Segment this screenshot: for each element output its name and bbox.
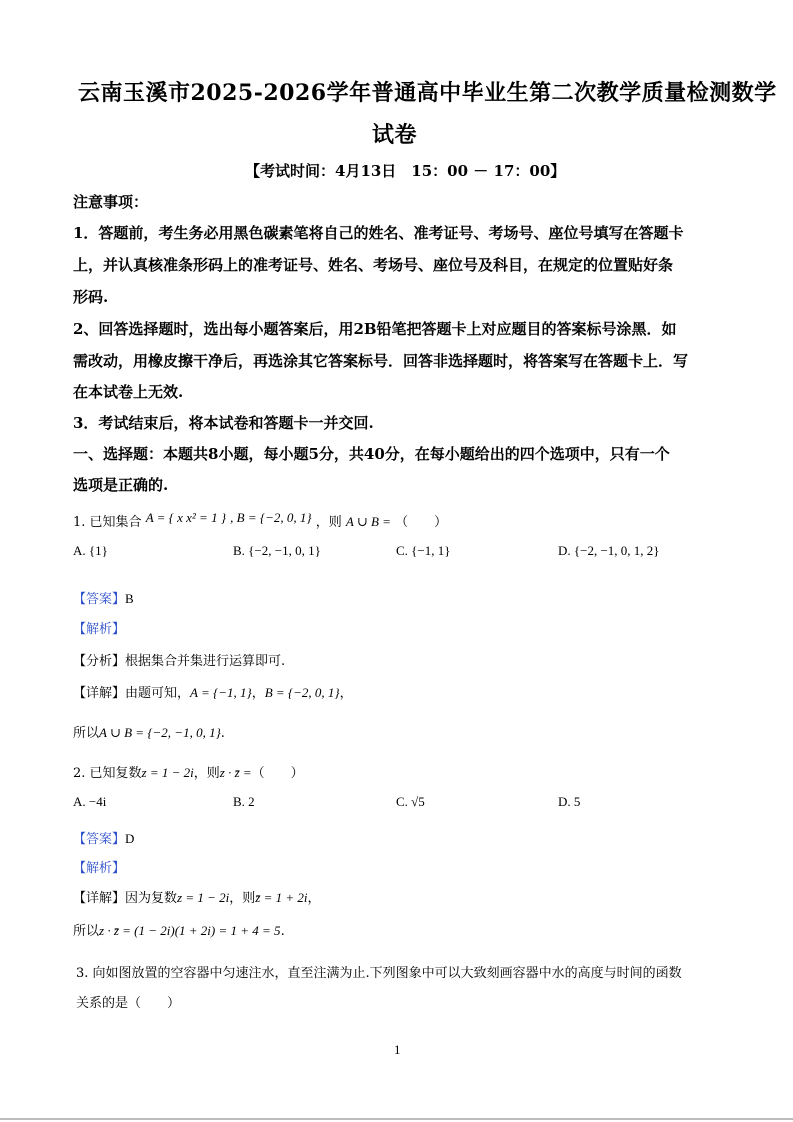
q2-prefix: 2. 已知复数 [73, 766, 142, 781]
q1-prefix: 1. 已知集合 [73, 515, 142, 530]
answer-tag: 【答案】 [73, 592, 126, 607]
detail-tag: 【详解】 [73, 891, 126, 906]
page-bottom-divider [0, 1118, 793, 1120]
q1-conclusion [73, 722, 225, 741]
note-1-line-3: 形码. [73, 288, 109, 306]
q1-fenxi-text: 根据集合并集进行运算即可. [125, 654, 286, 669]
q2-detail-z: z = 1 − 2i [177, 890, 230, 905]
section-heading-line-2: 选项是正确的. [73, 476, 169, 494]
q1-conclusion-expr: A ∪ B = {−2, −1, 0, 1} [99, 725, 221, 740]
q1-detail [73, 682, 353, 701]
q1-analysis-tag: 【解析】 [73, 622, 126, 637]
q2-z: z = 1 − 2i [141, 765, 194, 780]
q2-detail-prefix: 因为复数 [125, 891, 178, 906]
section-heading-line-1: 一、选择题：本题共8小题，每小题5分，共40分，在每小题给出的四个选项中，只有一个 [73, 445, 670, 463]
q2-option-d: D. 5 [558, 794, 581, 809]
q1-expr: A ∪ B = [345, 514, 391, 529]
q1-detail-a: A = {−1, 1} [190, 685, 252, 700]
q2-conclusion-end: . [280, 924, 285, 939]
q2-option-b: B. 2 [233, 794, 255, 809]
note-2-line-2: 需改动，用橡皮擦干净后，再选涂其它答案标号．回答非选择题时，将答案写在答题卡上．写 [73, 352, 689, 370]
note-2-line-3: 在本试卷上无效. [73, 383, 184, 401]
q2-stem [73, 762, 304, 781]
detail-tag: 【详解】 [73, 686, 126, 701]
q2-option-a: A. −4i [73, 794, 107, 809]
page-title: 云南玉溪市2025-2026学年普通高中毕业生第二次教学质量检测数学 [78, 80, 777, 106]
q2-detail-end: ， [307, 891, 321, 906]
q1-detail-end: ， [339, 686, 353, 701]
q2-conclusion [73, 920, 285, 939]
q1-detail-b: B = {−2, 0, 1} [264, 685, 340, 700]
q1-then: ，则 [315, 515, 342, 530]
q1-stem [73, 511, 447, 530]
q1-detail-prefix: 由题可知， [125, 686, 191, 701]
exam-time: 【考试时间：4月13日 15：00 － 17：00】 [245, 162, 566, 180]
q1-fenxi [73, 650, 285, 669]
q1-set-a: A = { x x² = 1 } [145, 510, 227, 525]
notes-heading: 注意事项： [73, 193, 149, 211]
q1-answer [73, 588, 134, 607]
q2-then: ，则 [193, 766, 220, 781]
page-title-continued: 试卷 [372, 122, 418, 148]
q2-answer [73, 828, 134, 847]
page-number: 1 [394, 1042, 401, 1057]
q1-set-b: , B = {−2, 0, 1} [230, 510, 312, 525]
q2-expr: z · z̄ = [219, 765, 252, 780]
q1-option-d: D. {−2, −1, 0, 1, 2} [558, 543, 660, 558]
q2-detail-then: ，则 [229, 891, 256, 906]
note-2-line-1: 2、回答选择题时，选出每小题答案后，用2B铅笔把答题卡上对应题目的答案标号涂黑．如 [73, 320, 677, 338]
q1-conclusion-end: . [220, 726, 225, 741]
q2-conclusion-prefix: 所以 [73, 924, 100, 939]
q1-option-b: B. {−2, −1, 0, 1} [233, 543, 321, 558]
q2-paren: （ ） [251, 766, 304, 781]
fenxi-tag: 【分析】 [73, 654, 126, 669]
q2-option-c: C. √5 [396, 794, 425, 809]
q1-option-c: C. {−1, 1} [396, 543, 451, 558]
q1-answer-value: B [125, 591, 134, 606]
q2-detail-zbar: z̄ = 1 + 2i [255, 890, 308, 905]
q1-conclusion-prefix: 所以 [73, 726, 100, 741]
q1-option-a: A. {1} [73, 543, 108, 558]
note-1-line-2: 上，并认真核准条形码上的准考证号、姓名、考场号、座位号及科目，在规定的位置贴好条 [73, 256, 674, 274]
q1-paren: （ ） [395, 515, 448, 530]
answer-tag: 【答案】 [73, 832, 126, 847]
q2-analysis-tag: 【解析】 [73, 861, 126, 876]
q2-conclusion-expr: z · z̄ = (1 − 2i)(1 + 2i) = 1 + 4 = 5 [99, 923, 281, 938]
q2-answer-value: D [125, 831, 135, 846]
q2-detail [73, 887, 321, 906]
q1-detail-comma: ， [251, 686, 265, 701]
note-1-line-1: 1．答题前，考生务必用黑色碳素笔将自己的姓名、准考证号、考场号、座位号填写在答题卡 [73, 224, 684, 242]
q3-stem-line-2: 关系的是（ ） [76, 996, 181, 1011]
note-3: 3．考试结束后，将本试卷和答题卡一并交回. [73, 414, 374, 432]
q3-stem-line-1: 3. 向如图放置的空容器中匀速注水，直至注满为止.下列图象中可以大致刻画容器中水的高度与时间的函数 [76, 966, 682, 981]
